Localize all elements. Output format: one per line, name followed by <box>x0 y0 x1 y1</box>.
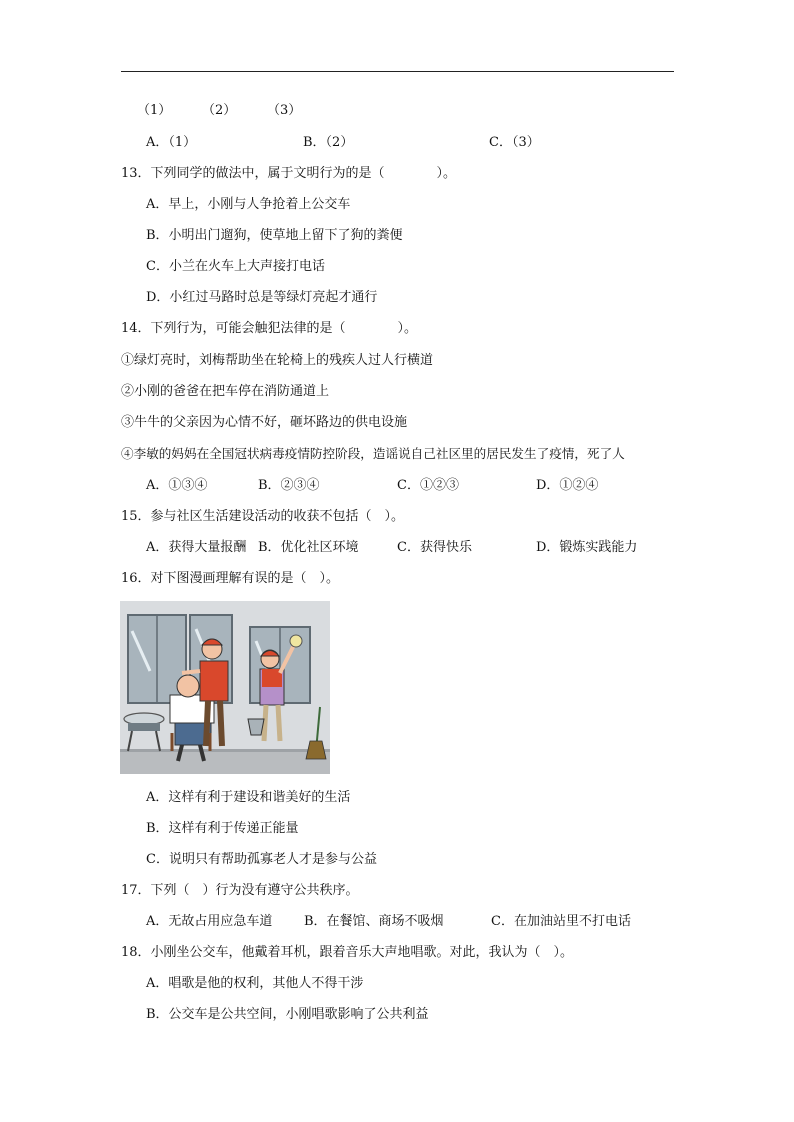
q14-option-b: B．②③④ <box>258 478 320 493</box>
q12-option-a: A．（1） <box>146 135 197 150</box>
q18-option-a: A．唱歌是他的权利，其他人不得干涉 <box>146 976 364 991</box>
q15-option-a: A．获得大量报酬 <box>146 540 247 555</box>
q14-statement-1: ①绿灯亮时，刘梅帮助坐在轮椅上的残疾人过人行横道 <box>121 353 434 368</box>
volunteer-comic-illustration <box>120 601 330 774</box>
q12-option-b: B．（2） <box>303 135 354 150</box>
figure-label-3: （3） <box>267 103 302 118</box>
q15-stem: 15．参与社区生活建设活动的收获不包括（ ）。 <box>121 509 405 524</box>
q14-option-a: A．①③④ <box>146 478 208 493</box>
q12-option-c: C．（3） <box>489 135 540 150</box>
q17-option-b: B．在餐馆、商场不吸烟 <box>304 914 444 929</box>
q15-option-c: C．获得快乐 <box>397 540 472 555</box>
q14-statement-4: ④李敏的妈妈在全国冠状病毒疫情防控阶段，造谣说自己社区里的居民发生了疫情，死了人 <box>121 446 625 461</box>
q13-option-c: C．小兰在火车上大声接打电话 <box>146 259 325 274</box>
header-rule <box>121 71 674 72</box>
figure-label-1: （1） <box>137 103 172 118</box>
q17-option-c: C．在加油站里不打电话 <box>491 914 631 929</box>
q13-stem: 13．下列同学的做法中，属于文明行为的是（ ）。 <box>121 166 457 181</box>
q14-option-c: C．①②③ <box>397 478 459 493</box>
q17-option-a: A．无故占用应急车道 <box>146 914 273 929</box>
q18-option-b: B．公交车是公共空间，小刚唱歌影响了公共利益 <box>146 1007 429 1022</box>
q14-option-d: D．①②④ <box>536 478 599 493</box>
q13-option-b: B．小明出门遛狗，使草地上留下了狗的粪便 <box>146 228 403 243</box>
q16-option-b: B．这样有利于传递正能量 <box>146 821 299 836</box>
q16-option-c: C．说明只有帮助孤寡老人才是参与公益 <box>146 852 377 867</box>
q16-option-a: A．这样有利于建设和谐美好的生活 <box>146 790 351 805</box>
q13-option-a: A．早上，小刚与人争抢着上公交车 <box>146 197 351 212</box>
q18-stem: 18．小刚坐公交车，他戴着耳机，跟着音乐大声地唱歌。对此，我认为（ ）。 <box>121 945 574 960</box>
q17-stem: 17．下列（ ）行为没有遵守公共秩序。 <box>121 883 359 898</box>
figure-label-2: （2） <box>202 103 237 118</box>
q15-option-d: D．锻炼实践能力 <box>536 540 638 555</box>
q15-option-b: B．优化社区环境 <box>258 540 359 555</box>
q14-stem: 14．下列行为，可能会触犯法律的是（ ）。 <box>121 321 418 336</box>
q14-statement-2: ②小刚的爸爸在把车停在消防通道上 <box>121 384 330 399</box>
q13-option-d: D．小红过马路时总是等绿灯亮起才通行 <box>146 290 378 305</box>
q14-statement-3: ③牛牛的父亲因为心情不好，砸坏路边的供电设施 <box>121 415 408 430</box>
q16-stem: 16．对下图漫画理解有误的是（ ）。 <box>121 571 340 586</box>
